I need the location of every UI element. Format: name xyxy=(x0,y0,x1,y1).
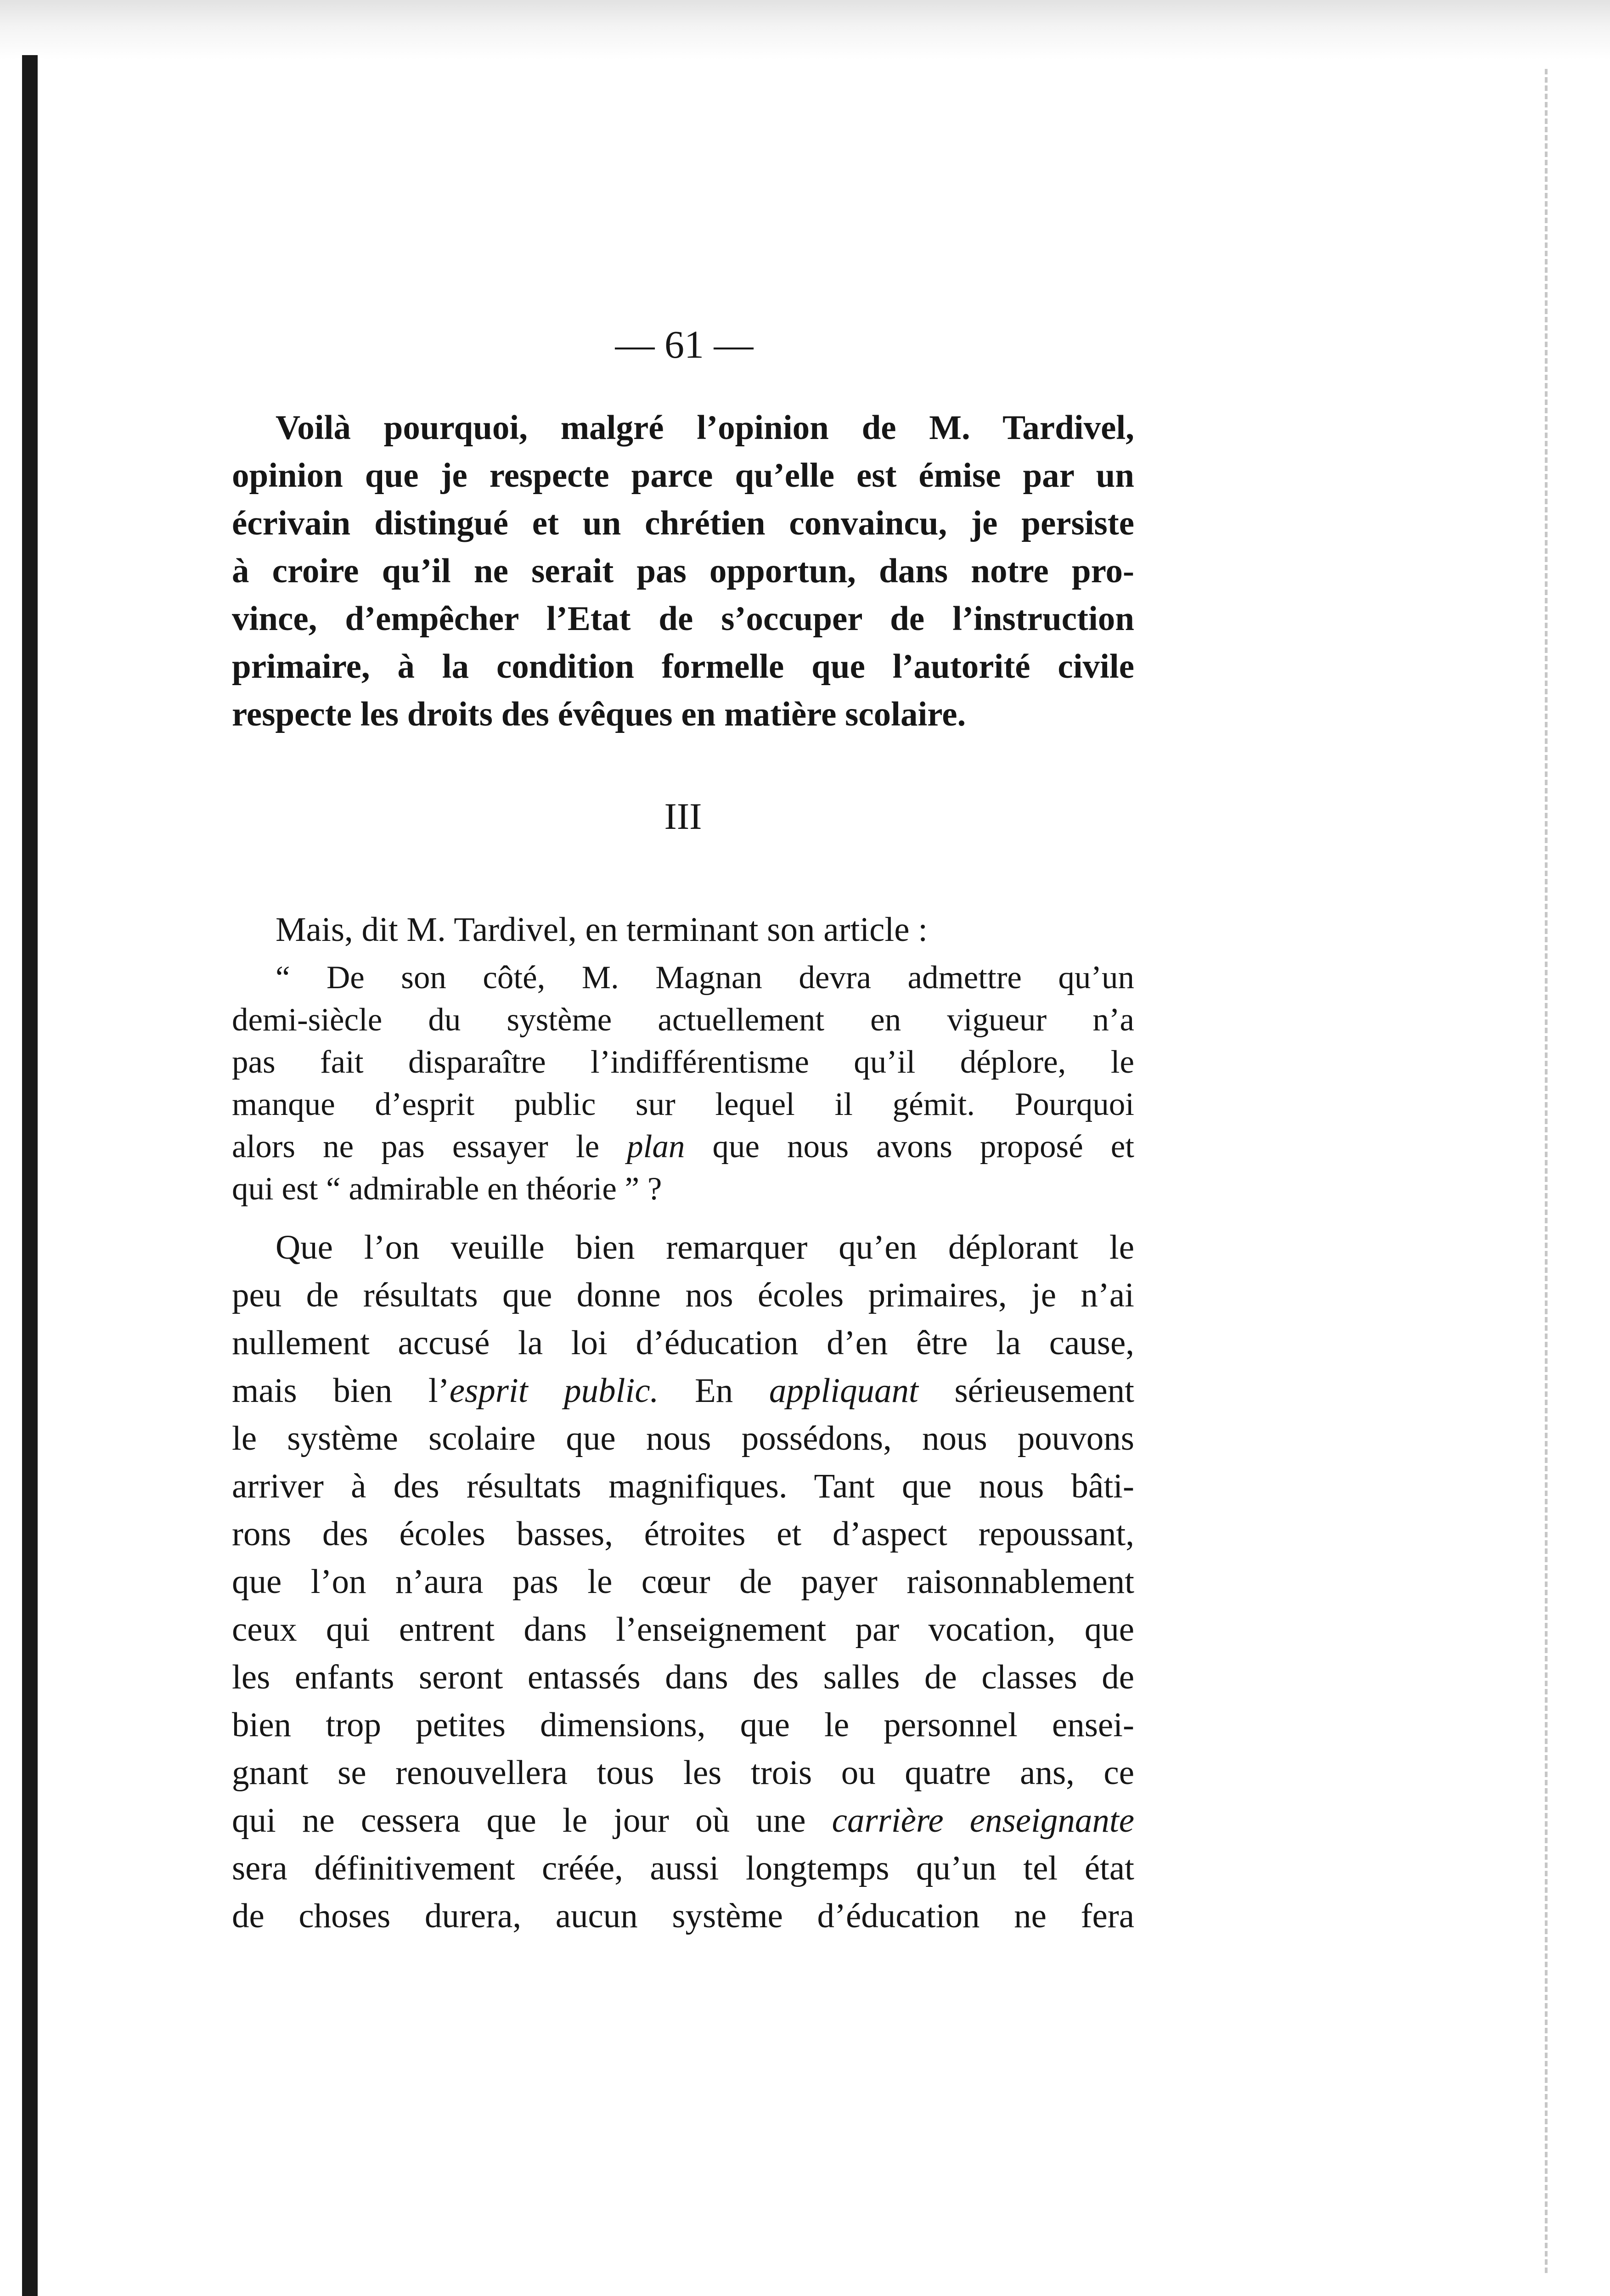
page-number: — 61 — xyxy=(615,322,754,366)
text-segment: alors ne pas essayer le xyxy=(232,1129,600,1165)
text-segment: En xyxy=(694,1372,733,1410)
text-line: respecte les droits des évêques en matière scolaire. xyxy=(232,695,966,733)
text-segment: qui ne cessera que le jour où une xyxy=(232,1801,806,1840)
text-line: sera définitivement créée, aussi longtemps qu’un tel état xyxy=(232,1849,1134,1887)
text-line: Voilà pourquoi, malgré l’opinion de M. Tardivel, xyxy=(276,409,1134,447)
text-line: écrivain distingué et un chrétien convaincu, je persiste xyxy=(232,504,1134,542)
text-line: manque d’esprit public sur lequel il gémit. Pourquoi xyxy=(232,1086,1134,1122)
paragraph-3 xyxy=(232,1224,1134,1940)
text-line: Que l’on veuille bien remarquer qu’en déplorant le xyxy=(276,1228,1134,1266)
text-segment: sérieusement xyxy=(954,1372,1134,1410)
text-line: vince, d’empêcher l’Etat de s’occuper de l’instruction xyxy=(232,600,1134,638)
text-line: bien trop petites dimensions, que le personnel ensei- xyxy=(232,1706,1134,1744)
italic-term: appliquant xyxy=(769,1372,918,1410)
scan-top-edge xyxy=(0,0,1610,60)
text-line: gnant se renouvellera tous les trois ou quatre ans, ce xyxy=(232,1754,1134,1792)
text-line: de choses durera, aucun système d’éducation ne fera xyxy=(232,1897,1134,1935)
text-segment: mais bien l’ xyxy=(232,1372,450,1410)
paragraph-1 xyxy=(232,404,1134,738)
text-line: que l’on n’aura pas le cœur de payer raisonnablement xyxy=(232,1563,1134,1601)
section-heading: III xyxy=(664,795,702,837)
text-segment: que nous avons proposé et xyxy=(712,1129,1134,1165)
text-line: les enfants seront entassés dans des salles de classes de xyxy=(232,1658,1134,1696)
text-line: à croire qu’il ne serait pas opportun, dans notre pro- xyxy=(232,552,1134,590)
text-line: opinion que je respecte parce qu’elle est émise par un xyxy=(232,456,1134,495)
text-line: demi-siècle du système actuellement en vigueur n’a xyxy=(232,1002,1134,1038)
text-line-mixed xyxy=(232,1125,1134,1168)
italic-term: plan xyxy=(627,1129,685,1165)
text-line-mixed xyxy=(232,1797,1134,1845)
text-line: peu de résultats que donne nos écoles primaires, je n’ai xyxy=(232,1276,1134,1314)
text-line: le système scolaire que nous possédons, nous pouvons xyxy=(232,1419,1134,1458)
text-line: “ De son côté, M. Magnan devra admettre qu’un xyxy=(276,960,1134,996)
page-body xyxy=(232,404,1134,1940)
block-quote xyxy=(232,957,1134,1210)
text-line: nullement accusé la loi d’éducation d’en être la cause, xyxy=(232,1324,1134,1362)
text-line: primaire, à la condition formelle que l’autorité civile xyxy=(232,647,1134,686)
scan-right-edge xyxy=(1545,69,1550,2273)
paragraph-2 xyxy=(232,906,1134,954)
text-line: qui est “ admirable en théorie ” ? xyxy=(232,1171,662,1207)
italic-term: carrière enseignante xyxy=(832,1801,1134,1840)
text-line-mixed xyxy=(232,1367,1134,1415)
text-line: ceux qui entrent dans l’enseignement par vocation, que xyxy=(232,1610,1134,1649)
italic-term: esprit public. xyxy=(449,1372,659,1410)
text-line: pas fait disparaître l’indifférentisme qu’il déplore, le xyxy=(232,1044,1134,1080)
text-line: Mais, dit M. Tardivel, en terminant son article : xyxy=(276,911,928,949)
text-line: rons des écoles basses, étroites et d’aspect repoussant, xyxy=(232,1515,1134,1553)
scan-binding-edge xyxy=(22,55,38,2296)
text-line: arriver à des résultats magnifiques. Tant que nous bâti- xyxy=(232,1467,1134,1505)
